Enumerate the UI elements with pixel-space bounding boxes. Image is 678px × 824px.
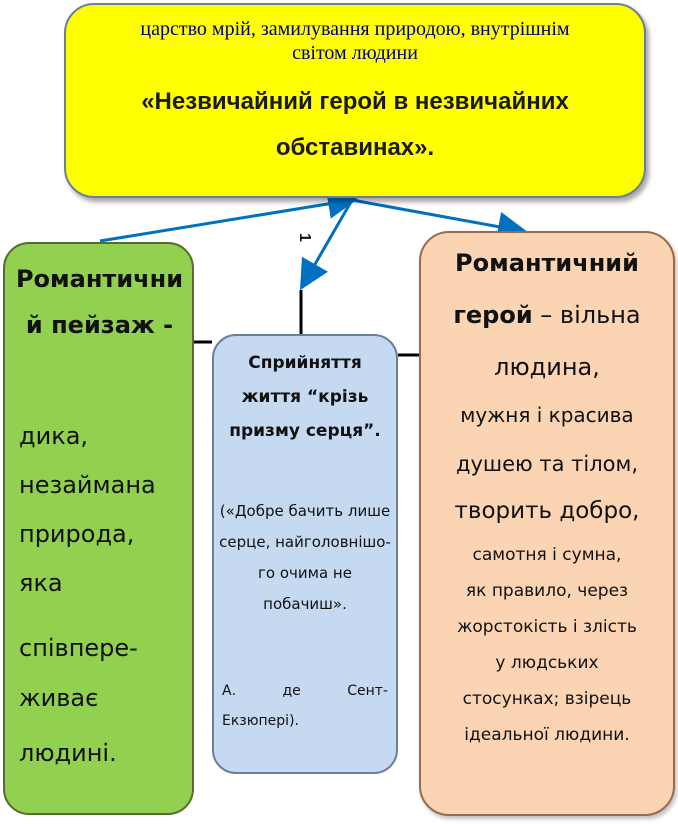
side-label-1: 1 bbox=[296, 233, 313, 242]
arrow-to-middle bbox=[303, 200, 352, 285]
right-title-line1: Романтичний bbox=[455, 249, 639, 277]
top-box bbox=[64, 3, 646, 198]
right-title-bold: герой bbox=[453, 301, 533, 329]
right-title-rest: – вільна bbox=[532, 301, 641, 329]
right-line9: жорстокість і злість bbox=[457, 617, 637, 637]
right-line8: як правило, через bbox=[465, 581, 629, 601]
left-line-4: яка bbox=[19, 569, 63, 597]
right-line10: у людських bbox=[495, 653, 599, 673]
right-line3: людина, bbox=[494, 353, 600, 381]
right-line12: ідеальної людини. bbox=[464, 725, 630, 745]
right-line7: самотня і сумна, bbox=[472, 545, 622, 565]
perception-box bbox=[212, 334, 398, 774]
left-line-1: дика, bbox=[19, 422, 89, 450]
right-line6: творить добро, bbox=[454, 498, 640, 524]
left-line-6: живає bbox=[19, 684, 99, 712]
romantic-landscape-title: Романтичний пейзаж - bbox=[15, 265, 184, 339]
left-line-3: природа, bbox=[19, 520, 135, 548]
arrow-to-right bbox=[352, 200, 522, 231]
top-box-description: царство мрій, замилування природою, внутрішнім світом людини bbox=[140, 18, 570, 64]
romantic-hero-box bbox=[419, 231, 675, 816]
right-line4: мужня і красива bbox=[460, 403, 634, 427]
romantic-landscape-box bbox=[3, 242, 194, 815]
perception-author-line1: А. де Сент- bbox=[222, 683, 388, 699]
perception-author-line2: Екзюпері). bbox=[222, 713, 299, 729]
perception-quote: («Добре бачить лише серце, найголовнішо-го очима не побачиш». bbox=[219, 502, 391, 613]
left-line-5: співпере- bbox=[19, 634, 138, 662]
left-line-7: людині. bbox=[19, 739, 117, 767]
right-line5: душею та тілом, bbox=[455, 452, 639, 476]
perception-title: Сприйняття життя “крізь призму серця”. bbox=[229, 353, 381, 441]
left-line-2: незаймана bbox=[19, 471, 156, 499]
arrow-to-top-from-left bbox=[100, 200, 352, 241]
right-title-line2 bbox=[421, 301, 673, 329]
right-line11: стосунках; взірець bbox=[462, 689, 632, 709]
top-box-title: «Незвичайний герой в незвичайних обставинах». bbox=[141, 88, 569, 161]
